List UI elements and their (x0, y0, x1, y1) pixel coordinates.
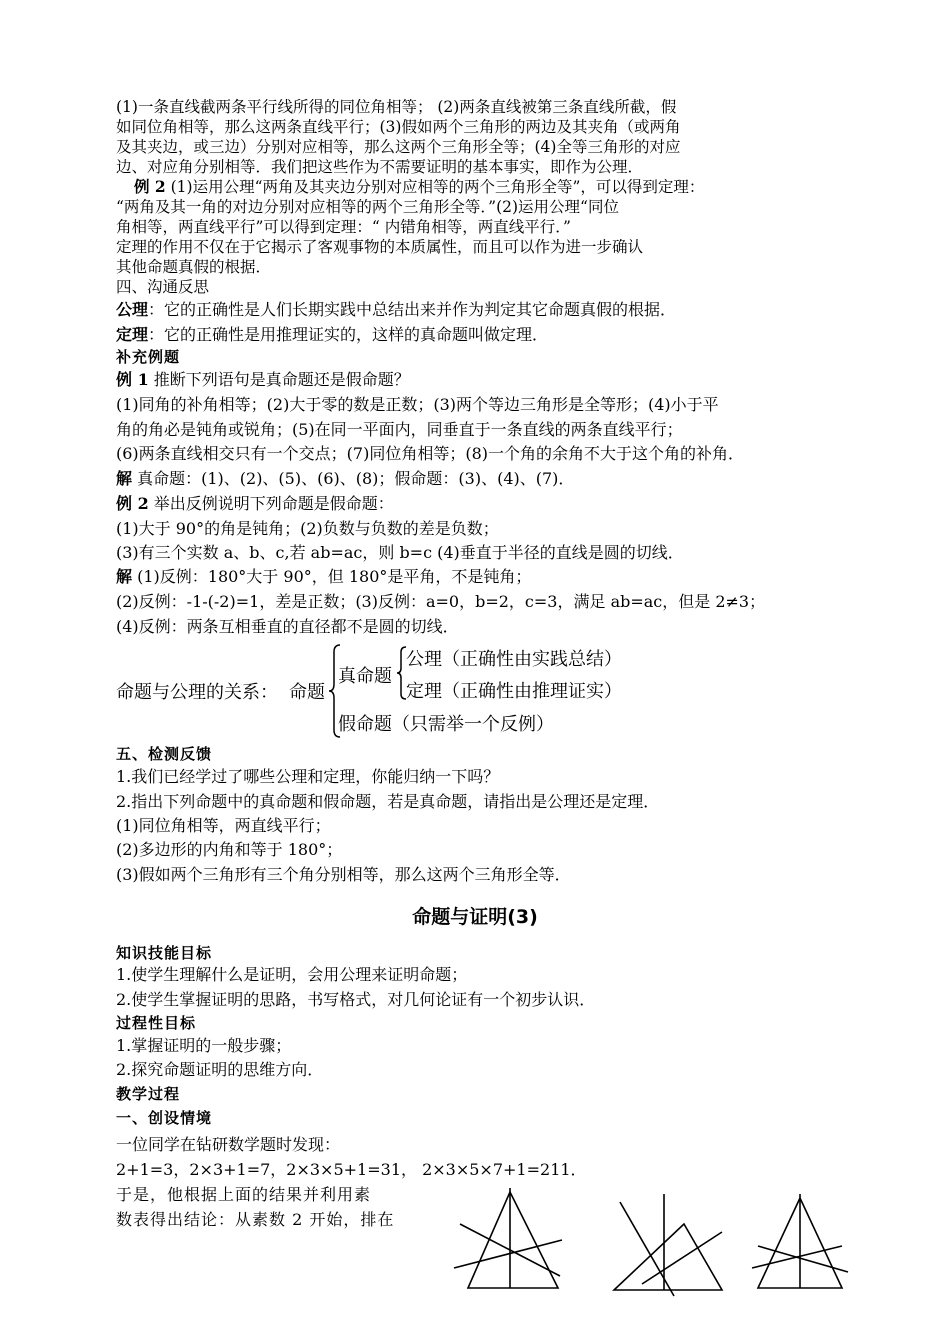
diagram-root: 命题 (289, 682, 325, 703)
goal2-heading: 过程性目标 (116, 1014, 197, 1032)
ex2-solution-1: 解 (1)反例：180°大于 90°，但 180°是平角，不是钝角； (116, 567, 532, 586)
goal2-line-2: 2.探究命题证明的思维方向． (116, 1060, 324, 1079)
supplement-heading: 补充例题 (116, 348, 181, 366)
intro-line-1: (1)一条直线截两条平行线所得的同位角相等； (2)两条直线被第三条直线所截，假 (116, 98, 677, 116)
section5-line-4: (2)多边形的内角和等于 180°； (116, 840, 343, 859)
paragraph-1: 一位同学在钻研数学题时发现： (116, 1135, 341, 1154)
diagram-theorem: 定理（正确性由推理证实） (406, 681, 622, 702)
theorem-definition: 定理：它的正确性是用推理证实的，这样的真命题叫做定理． (116, 325, 549, 344)
example2-label: 例 2 (134, 177, 166, 196)
diagram-true-prop: 真命题 (338, 666, 392, 687)
goal1-line-1: 1.使学生理解什么是证明，会用公理来证明命题； (116, 965, 468, 984)
theorem-label: 定理 (116, 325, 149, 344)
diagram-false-prop: 假命题（只需举一个反例） (338, 714, 554, 735)
paragraph-2: 2+1=3，2×3+1=7，2×3×5+1=31， 2×3×5×7+1=211． (116, 1160, 587, 1179)
ex2-line-1: (1)大于 90°的角是钝角；(2)负数与负数的差是负数； (116, 519, 499, 538)
example2-line-4: 定理的作用不仅在于它揭示了客观事物的本质属性，而且可以作为进一步确认 (116, 238, 644, 256)
goal1-line-2: 2.使学生掌握证明的思路，书写格式，对几何论证有一个初步认识． (116, 990, 596, 1009)
ex2-line-2: (3)有三个实数 a、b、c,若 ab=ac，则 b=c (4)垂直于半径的直线是圆的切线． (116, 543, 684, 562)
ex1-line-3: (6)两条直线相交只有一个交点；(7)同位角相等；(8)一个角的余角不大于这个角的补角． (116, 444, 744, 463)
goal2-line-1: 1.掌握证明的一般步骤； (116, 1036, 292, 1055)
paragraph-3: 于是，他根据上面的结果并利用素 (116, 1185, 372, 1204)
ex2-solution-3: (4)反例：两条互相垂直的直径都不是圆的切线． (116, 617, 459, 636)
process-heading: 教学过程 (116, 1085, 181, 1103)
ex1-line-1: (1)同角的补角相等；(2)大于零的数是正数；(3)两个等边三角形是全等形；(4)小于平 (116, 395, 719, 414)
intro-line-2: 如同位角相等，那么这两条直线平行；(3)假如两个三角形的两边及其夹角（或两角 (116, 118, 681, 136)
lesson3-title: 命题与证明(3) (412, 906, 538, 928)
ex1-question: 例 1 推断下列语句是真命题还是假命题？ (116, 370, 410, 389)
triangle-figure-3 (752, 1194, 848, 1288)
example2-line-5: 其他命题真假的根据． (116, 258, 272, 276)
section5-line-5: (3)假如两个三角形有三个角分别相等，那么这两个三角形全等． (116, 865, 571, 884)
section5-line-1: 1.我们已经学过了哪些公理和定理，你能归纳一下吗？ (116, 767, 500, 786)
example2-line-1: 例 2 (1)运用公理“两角及其夹边分别对应相等的两个三角形全等”，可以得到定理： (134, 177, 705, 196)
ex2-solution-2: (2)反例：-1-(-2)=1，差是正数；(3)反例：a=0，b=2，c=3，满足 ab=ac，但是 2≠3； (116, 592, 766, 611)
triangle-figure-1 (454, 1188, 562, 1288)
proposition-relationship-diagram (116, 640, 636, 740)
ex1-line-2: 角的角必是钝角或锐角；(5)在同一平面内，同垂直于一条直线的两条直线平行； (116, 420, 683, 439)
axiom-definition: 公理：它的正确性是人们长期实践中总结出来并作为判定其它命题真假的根据． (116, 300, 677, 319)
axiom-label: 公理 (116, 300, 149, 319)
diagram-axiom: 公理（正确性由实践总结） (406, 649, 622, 670)
intro-line-4: 边、对应角分别相等．我们把这些作为不需要证明的基本事实，即作为公理． (116, 158, 644, 176)
section5-heading: 五、检测反馈 (116, 745, 213, 763)
goal1-heading: 知识技能目标 (116, 944, 213, 962)
sec1-heading: 一、创设情境 (116, 1109, 213, 1127)
paragraph-4: 数表得出结论：从素数 2 开始，排在 (116, 1210, 395, 1229)
triangle-figure-2 (614, 1194, 722, 1296)
ex1-solution: 解 真命题：(1)、(2)、(5)、(6)、(8)；假命题：(3)、(4)、(7)． (116, 469, 575, 488)
section5-line-2: 2.指出下列命题中的真命题和假命题，若是真命题，请指出是公理还是定理． (116, 792, 660, 811)
ex2-question: 例 2 举出反例说明下列命题是假命题： (116, 494, 394, 513)
intro-line-3: 及其夹边，或三边）分别对应相等，那么这两个三角形全等；(4)全等三角形的对应 (116, 138, 681, 156)
section4-heading: 四、沟通反思 (116, 278, 210, 296)
example2-line-2: “两角及其一角的对边分别对应相等的两个三角形全等．”(2)运用公理“同位 (116, 198, 619, 216)
triangle-figures (452, 1188, 850, 1300)
example2-line-3: 角相等，两直线平行”可以得到定理：“ 内错角相等，两直线平行．” (116, 218, 571, 236)
diagram-root-label: 命题与公理的关系： (116, 682, 278, 703)
section5-line-3: (1)同位角相等，两直线平行； (116, 816, 331, 835)
